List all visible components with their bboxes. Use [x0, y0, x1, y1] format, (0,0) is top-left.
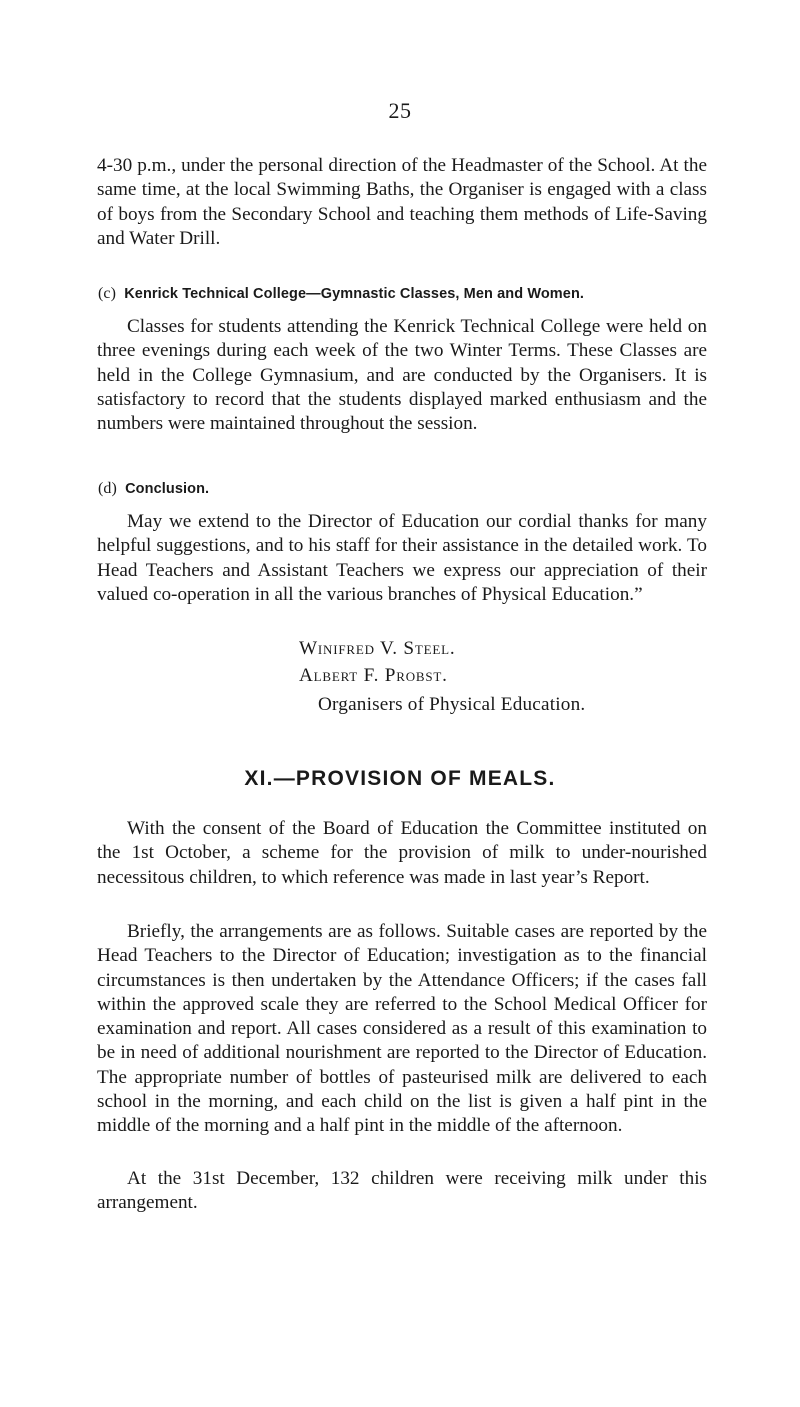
- subsection-c-title: Kenrick Technical College—Gymnastic Classes, Men and Women.: [124, 286, 585, 302]
- subsection-c-heading: [98, 285, 584, 303]
- section-xi-paragraph-3: At the 31st December, 132 children were receiving milk under this arrangement.: [97, 1168, 707, 1214]
- continuation-paragraph: 4-30 p.m., under the personal direction of the Headmaster of the School. At the same time, at the local Swimming Baths, the Organiser is engaged with a class of boys from the Secondary School and teaching them methods of Life-Saving and Water Drill.: [97, 155, 707, 249]
- section-xi-title: XI.—PROVISION OF MEALS.: [244, 767, 556, 790]
- subsection-c-marker: (c): [98, 285, 117, 302]
- page-number: 25: [388, 98, 412, 123]
- section-xi-paragraph-1: With the consent of the Board of Education the Committee instituted on the 1st October, a scheme for the provision of milk to under-nourished necessitous children, to which reference was made in last year’s Report.: [97, 818, 707, 888]
- signature-role: Organisers of Physical Education.: [318, 694, 586, 715]
- section-xi-paragraph-2: Briefly, the arrangements are as follows. Suitable cases are reported by the Head Teachers to the Director of Education; investigation as to the financial circumstances is then undertaken by the Attendance Officers; if the cases fall within the approved scale they are referred to the School Medical Officer for examination and report. All cases considered as a result of this examination to be in need of additional nourishment are reported to the Director of Education. The appropriate number of bottles of pasteurised milk are delivered to each school in the morning, and each child on the list is given a half pint in the middle of the morning and a half pint in the middle of the afternoon.: [97, 921, 707, 1137]
- subsection-d-title: Conclusion.: [125, 481, 210, 497]
- signature-name-2: Albert F. Probst.: [299, 665, 448, 686]
- signature-name-1: Winifred V. Steel.: [299, 638, 456, 659]
- subsection-c-paragraph: Classes for students attending the Kenrick Technical College were held on three evenings during each week of the two Winter Terms. These Classes are held in the College Gymnasium, and are conducted by the Organisers. It is satisfactory to record that the students displayed marked enthusiasm and the numbers were maintained throughout the session.: [97, 316, 707, 435]
- subsection-d-paragraph: May we extend to the Director of Education our cordial thanks for many helpful suggestions, and to his staff for their assistance in the detailed work. To Head Teachers and Assistant Teachers we express our appreciation of their valued co-operation in all the various branches of Physical Education.”: [97, 511, 707, 605]
- subsection-d-heading: [98, 480, 209, 498]
- subsection-d-marker: (d): [98, 480, 117, 497]
